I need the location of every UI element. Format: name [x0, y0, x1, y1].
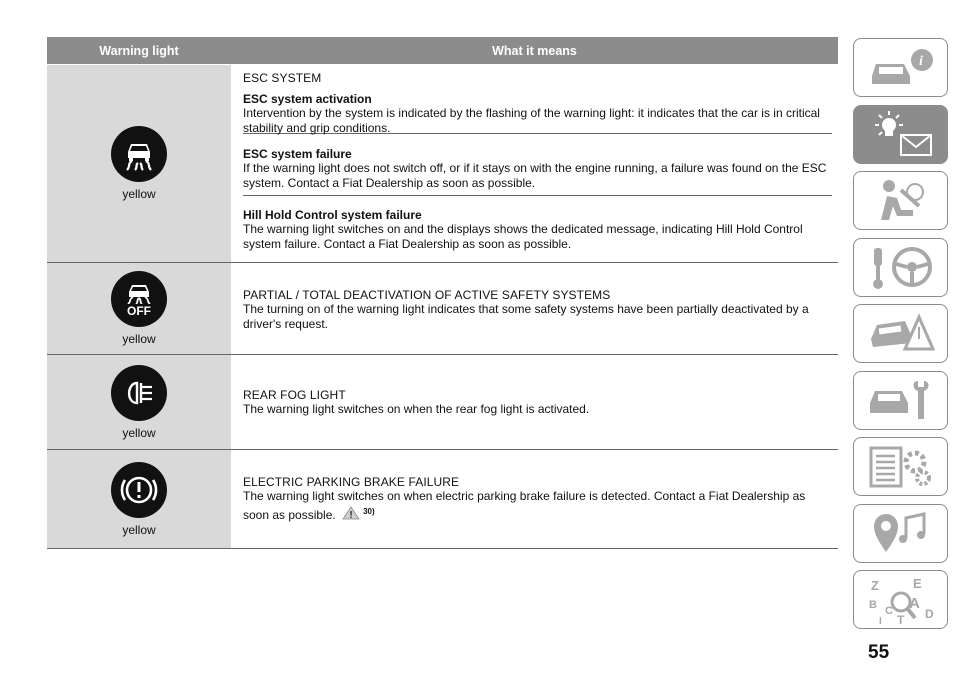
warning-lights-icon: [865, 109, 937, 159]
table-row: [47, 355, 838, 450]
svg-text:I: I: [878, 615, 882, 626]
light-color-label: yellow: [122, 187, 156, 201]
emergency-icon: [865, 309, 937, 359]
table-header: [47, 37, 838, 65]
section-text: Intervention by the system is indicated by the flashing of the warning light: it indicates that the car is in critical stability and grip conditions.: [243, 106, 820, 135]
safety-icon: [871, 176, 931, 226]
svg-text:Z: Z: [870, 577, 879, 593]
light-color-label: yellow: [122, 425, 156, 440]
row-title: ESC SYSTEM: [243, 71, 322, 85]
page-number: 55: [868, 642, 890, 663]
meaning-cell: [231, 263, 838, 354]
starting-driving-icon: [866, 242, 936, 292]
row-text-body: The warning light switches on when electric parking brake failure is detected. Contact a Fiat Dealership as soon as possible.: [243, 489, 806, 522]
warning-light-cell: [47, 65, 231, 262]
warning-triangle-icon: [342, 506, 360, 520]
section-text: If the warning light does not switch off, or if it stays on with the engine running, a failure was found on the ESC system. Contact a Fiat Dealership as soon as possible.: [243, 161, 827, 190]
meaning-cell: [231, 355, 838, 449]
tab-safety[interactable]: [853, 171, 948, 230]
car-info-icon: [866, 46, 936, 90]
light-color-label: yellow: [122, 332, 156, 346]
svg-text:B: B: [868, 598, 877, 611]
header-warning-light: Warning light: [99, 43, 179, 58]
esc-skid-icon: [111, 126, 167, 182]
table-row: [47, 65, 838, 263]
tab-car-info[interactable]: [853, 38, 948, 97]
multimedia-icon: [866, 508, 936, 558]
light-color-label: yellow: [122, 522, 156, 537]
table-row: [47, 263, 838, 355]
tab-maintenance[interactable]: [853, 371, 948, 430]
note-reference: 30): [363, 507, 375, 516]
row-text: The warning light switches on when the rear fog light is activated.: [243, 402, 590, 416]
row-text: [243, 489, 832, 523]
svg-text:C: C: [884, 604, 893, 617]
row-title: ELECTRIC PARKING BRAKE FAILURE: [243, 475, 460, 489]
tab-starting-driving[interactable]: [853, 238, 948, 297]
row-title: PARTIAL / TOTAL DEACTIVATION OF ACTIVE SAFETY SYSTEMS: [243, 288, 611, 302]
svg-text:D: D: [924, 606, 934, 621]
warning-lights-table: [47, 37, 838, 549]
svg-text:A: A: [908, 594, 920, 612]
tab-technical-data[interactable]: [853, 437, 948, 496]
section-heading: Hill Hold Control system failure: [243, 208, 422, 222]
header-what-it-means: What it means: [492, 43, 577, 58]
warning-light-cell: [47, 263, 231, 354]
svg-text:E: E: [912, 575, 922, 591]
svg-text:i: i: [918, 53, 923, 69]
esc-off-icon: [111, 271, 167, 327]
index-icon: [865, 574, 937, 626]
row-text: The turning on of the warning light indicates that some safety systems have been partially deactivated by a driver's request.: [243, 302, 809, 331]
meaning-cell: [231, 65, 838, 262]
warning-light-cell: [47, 450, 231, 548]
section-text: The warning light switches on and the displays shows the dedicated message, indicating Hill Hold Control system failure. Contact a Fiat Dealership as soon as possible.: [243, 222, 803, 251]
tab-emergency[interactable]: [853, 304, 948, 363]
svg-text:T: T: [896, 612, 904, 626]
parking-brake-icon: [111, 462, 167, 518]
row-title: REAR FOG LIGHT: [243, 388, 346, 402]
table-row: [47, 450, 838, 549]
off-label: OFF: [127, 303, 151, 318]
section-heading: ESC system activation: [243, 92, 372, 106]
rear-fog-light-icon: [111, 365, 167, 421]
tab-multimedia[interactable]: [853, 504, 948, 563]
meaning-cell: [231, 450, 838, 548]
maintenance-icon: [866, 375, 936, 425]
tab-index[interactable]: [853, 570, 948, 629]
warning-light-cell: [47, 355, 231, 449]
section-heading: ESC system failure: [243, 147, 352, 161]
tab-warning-lights[interactable]: [853, 105, 948, 164]
technical-data-icon: [865, 442, 937, 492]
chapter-tabs: [853, 38, 950, 637]
